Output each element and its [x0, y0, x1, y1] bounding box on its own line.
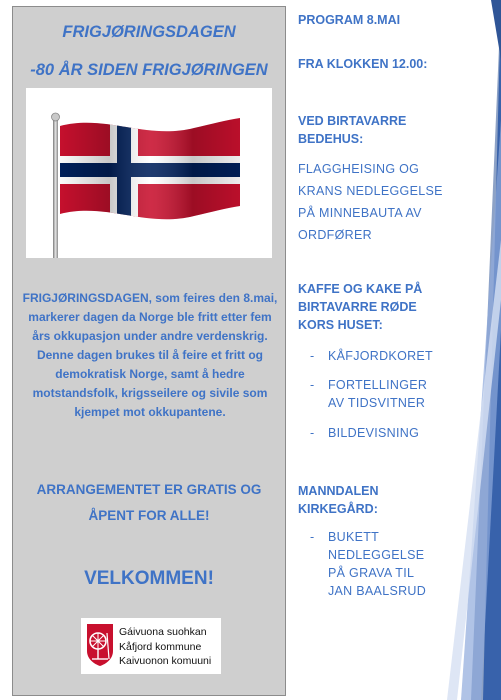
- event-subtitle: -80 ÅR SIDEN FRIGJØRINGEN: [30, 61, 268, 79]
- free-entry-line-2: ÅPENT FOR ALLE!: [88, 508, 210, 523]
- intro-panel: [12, 6, 286, 696]
- program-title: PROGRAM 8.MAI: [298, 13, 401, 27]
- venue-3-list: [302, 528, 452, 600]
- list-item: - BILDEVISNING: [310, 426, 420, 440]
- free-entry-notice: [13, 477, 285, 529]
- coat-of-arms-icon: [86, 623, 114, 667]
- venue-3-heading: MANNDALEN KIRKEGÅRD:: [298, 484, 379, 516]
- venue-1-heading: VED BIRTAVARRE BEDEHUS:: [298, 114, 407, 146]
- norwegian-flag-image: [26, 88, 272, 258]
- list-item: - BUKETT NEDLEGGELSE PÅ GRAVA TIL JAN BAALSRUD: [310, 530, 427, 598]
- program-start-time: FRA KLOKKEN 12.00:: [298, 57, 428, 71]
- logo-line-1: Gáivuona suohkan: [119, 626, 207, 638]
- decorative-blue-stripes: [443, 0, 501, 700]
- venue-2-heading: KAFFE OG KAKE PÅ BIRTAVARRE RØDE KORS HUSET:: [298, 282, 423, 332]
- venue-2-list: [302, 347, 452, 442]
- event-title: FRIGJØRINGSDAGEN: [62, 23, 236, 41]
- free-entry-line-1: ARRANGEMENTET ER GRATIS OG: [36, 482, 262, 497]
- logo-line-3: Kaivuonon komuuni: [119, 655, 212, 667]
- municipality-logo: [81, 618, 221, 674]
- venue-1-description: FLAGGHEISING OG KRANS NEDLEGGELSE PÅ MINNEBAUTA AV ORDFØRER: [298, 162, 443, 242]
- welcome-text: VELKOMMEN!: [84, 568, 214, 589]
- list-item: - KÅFJORDKORET: [310, 349, 433, 363]
- event-description: FRIGJØRINGSDAGEN, som feires den 8.mai, markerer dagen da Norge ble fritt etter fem års okkupasjon under andre verdenskrig. Denne dagen brukes til å feire et fritt og demokratisk Norge, samt å hedre motstandsfolk, krigsseilere og sivile som kjempet mot okkupantene.: [22, 291, 278, 419]
- list-item: - FORTELLINGER AV TIDSVITNER: [310, 378, 428, 410]
- logo-line-2: Kåfjord kommune: [119, 640, 202, 653]
